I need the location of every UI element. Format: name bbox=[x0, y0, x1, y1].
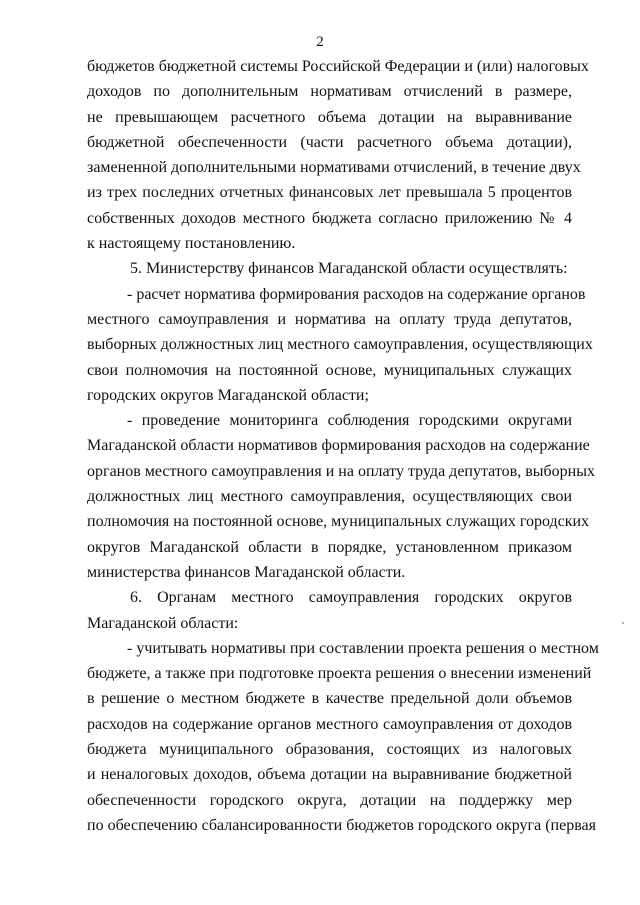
text-line: не превышающем расчетного объема дотации на выравнивание bbox=[87, 108, 572, 126]
text-line: министерства финансов Магаданской области. bbox=[87, 563, 406, 581]
text-line: обеспеченности городского округа, дотации на поддержку мер bbox=[87, 791, 572, 809]
text-line: к настоящему постановлению. bbox=[87, 235, 296, 253]
text-line: органов местного самоуправления и на оплату труда депутатов, выборных bbox=[87, 462, 595, 480]
text-line: доходов по дополнительным нормативам отчислений в размере, bbox=[87, 83, 572, 101]
paragraph-6-heading: 6. Органам местного самоуправления городских округов bbox=[130, 589, 572, 607]
text-line: собственных доходов местного бюджета согласно приложению № 4 bbox=[87, 209, 572, 227]
paragraph-5-heading: 5. Министерству финансов Магаданской области осуществлять: bbox=[130, 260, 568, 278]
text-line: Магаданской области: bbox=[87, 614, 239, 632]
text-line: округов Магаданской области в порядке, установленном приказом bbox=[87, 538, 572, 556]
text-line: городских округов Магаданской области; bbox=[87, 386, 369, 404]
text-line: - учитывать нормативы при составлении проекта решения о местном bbox=[127, 639, 599, 657]
text-line: полномочия на постоянной основе, муниципальных служащих городских bbox=[87, 513, 590, 531]
text-line: свои полномочия на постоянной основе, муниципальных служащих bbox=[87, 361, 572, 379]
text-line: местного самоуправления и норматива на оплату труда депутатов, bbox=[87, 310, 572, 328]
text-line: и неналоговых доходов, объема дотации на выравнивание бюджетной bbox=[87, 766, 572, 784]
text-line: бюджетной обеспеченности (части расчетного объема дотации), bbox=[87, 133, 572, 151]
text-line: бюджетов бюджетной системы Российской Федерации и (или) налоговых bbox=[87, 58, 589, 75]
scan-speck bbox=[622, 622, 624, 624]
document-body bbox=[87, 54, 599, 838]
text-line: замененной дополнительными нормативами отчислений, в течение двух bbox=[87, 159, 581, 177]
text-line: должностных лиц местного самоуправления, осуществляющих свои bbox=[87, 488, 572, 506]
text-line: - расчет норматива формирования расходов на содержание органов bbox=[127, 285, 586, 303]
text-line: в решение о местном бюджете в качестве предельной доли объемов bbox=[87, 690, 572, 708]
text-line: по обеспечению сбалансированности бюджетов городского округа (первая bbox=[87, 816, 596, 834]
text-line: из трех последних отчетных финансовых лет превышала 5 процентов bbox=[87, 184, 572, 202]
text-line: расходов на содержание органов местного самоуправления от доходов bbox=[87, 715, 572, 733]
text-line: Магаданской области нормативов формирования расходов на содержание bbox=[87, 437, 590, 455]
text-line: бюджета муниципального образования, состоящих из налоговых bbox=[87, 741, 572, 759]
text-line: - проведение мониторинга соблюдения городскими округами bbox=[127, 412, 572, 430]
text-line: бюджете, а также при подготовке проекта решения о внесении изменений bbox=[87, 665, 592, 683]
text-line: выборных должностных лиц местного самоуправления, осуществляющих bbox=[87, 336, 593, 354]
page-number: 2 bbox=[316, 34, 324, 50]
